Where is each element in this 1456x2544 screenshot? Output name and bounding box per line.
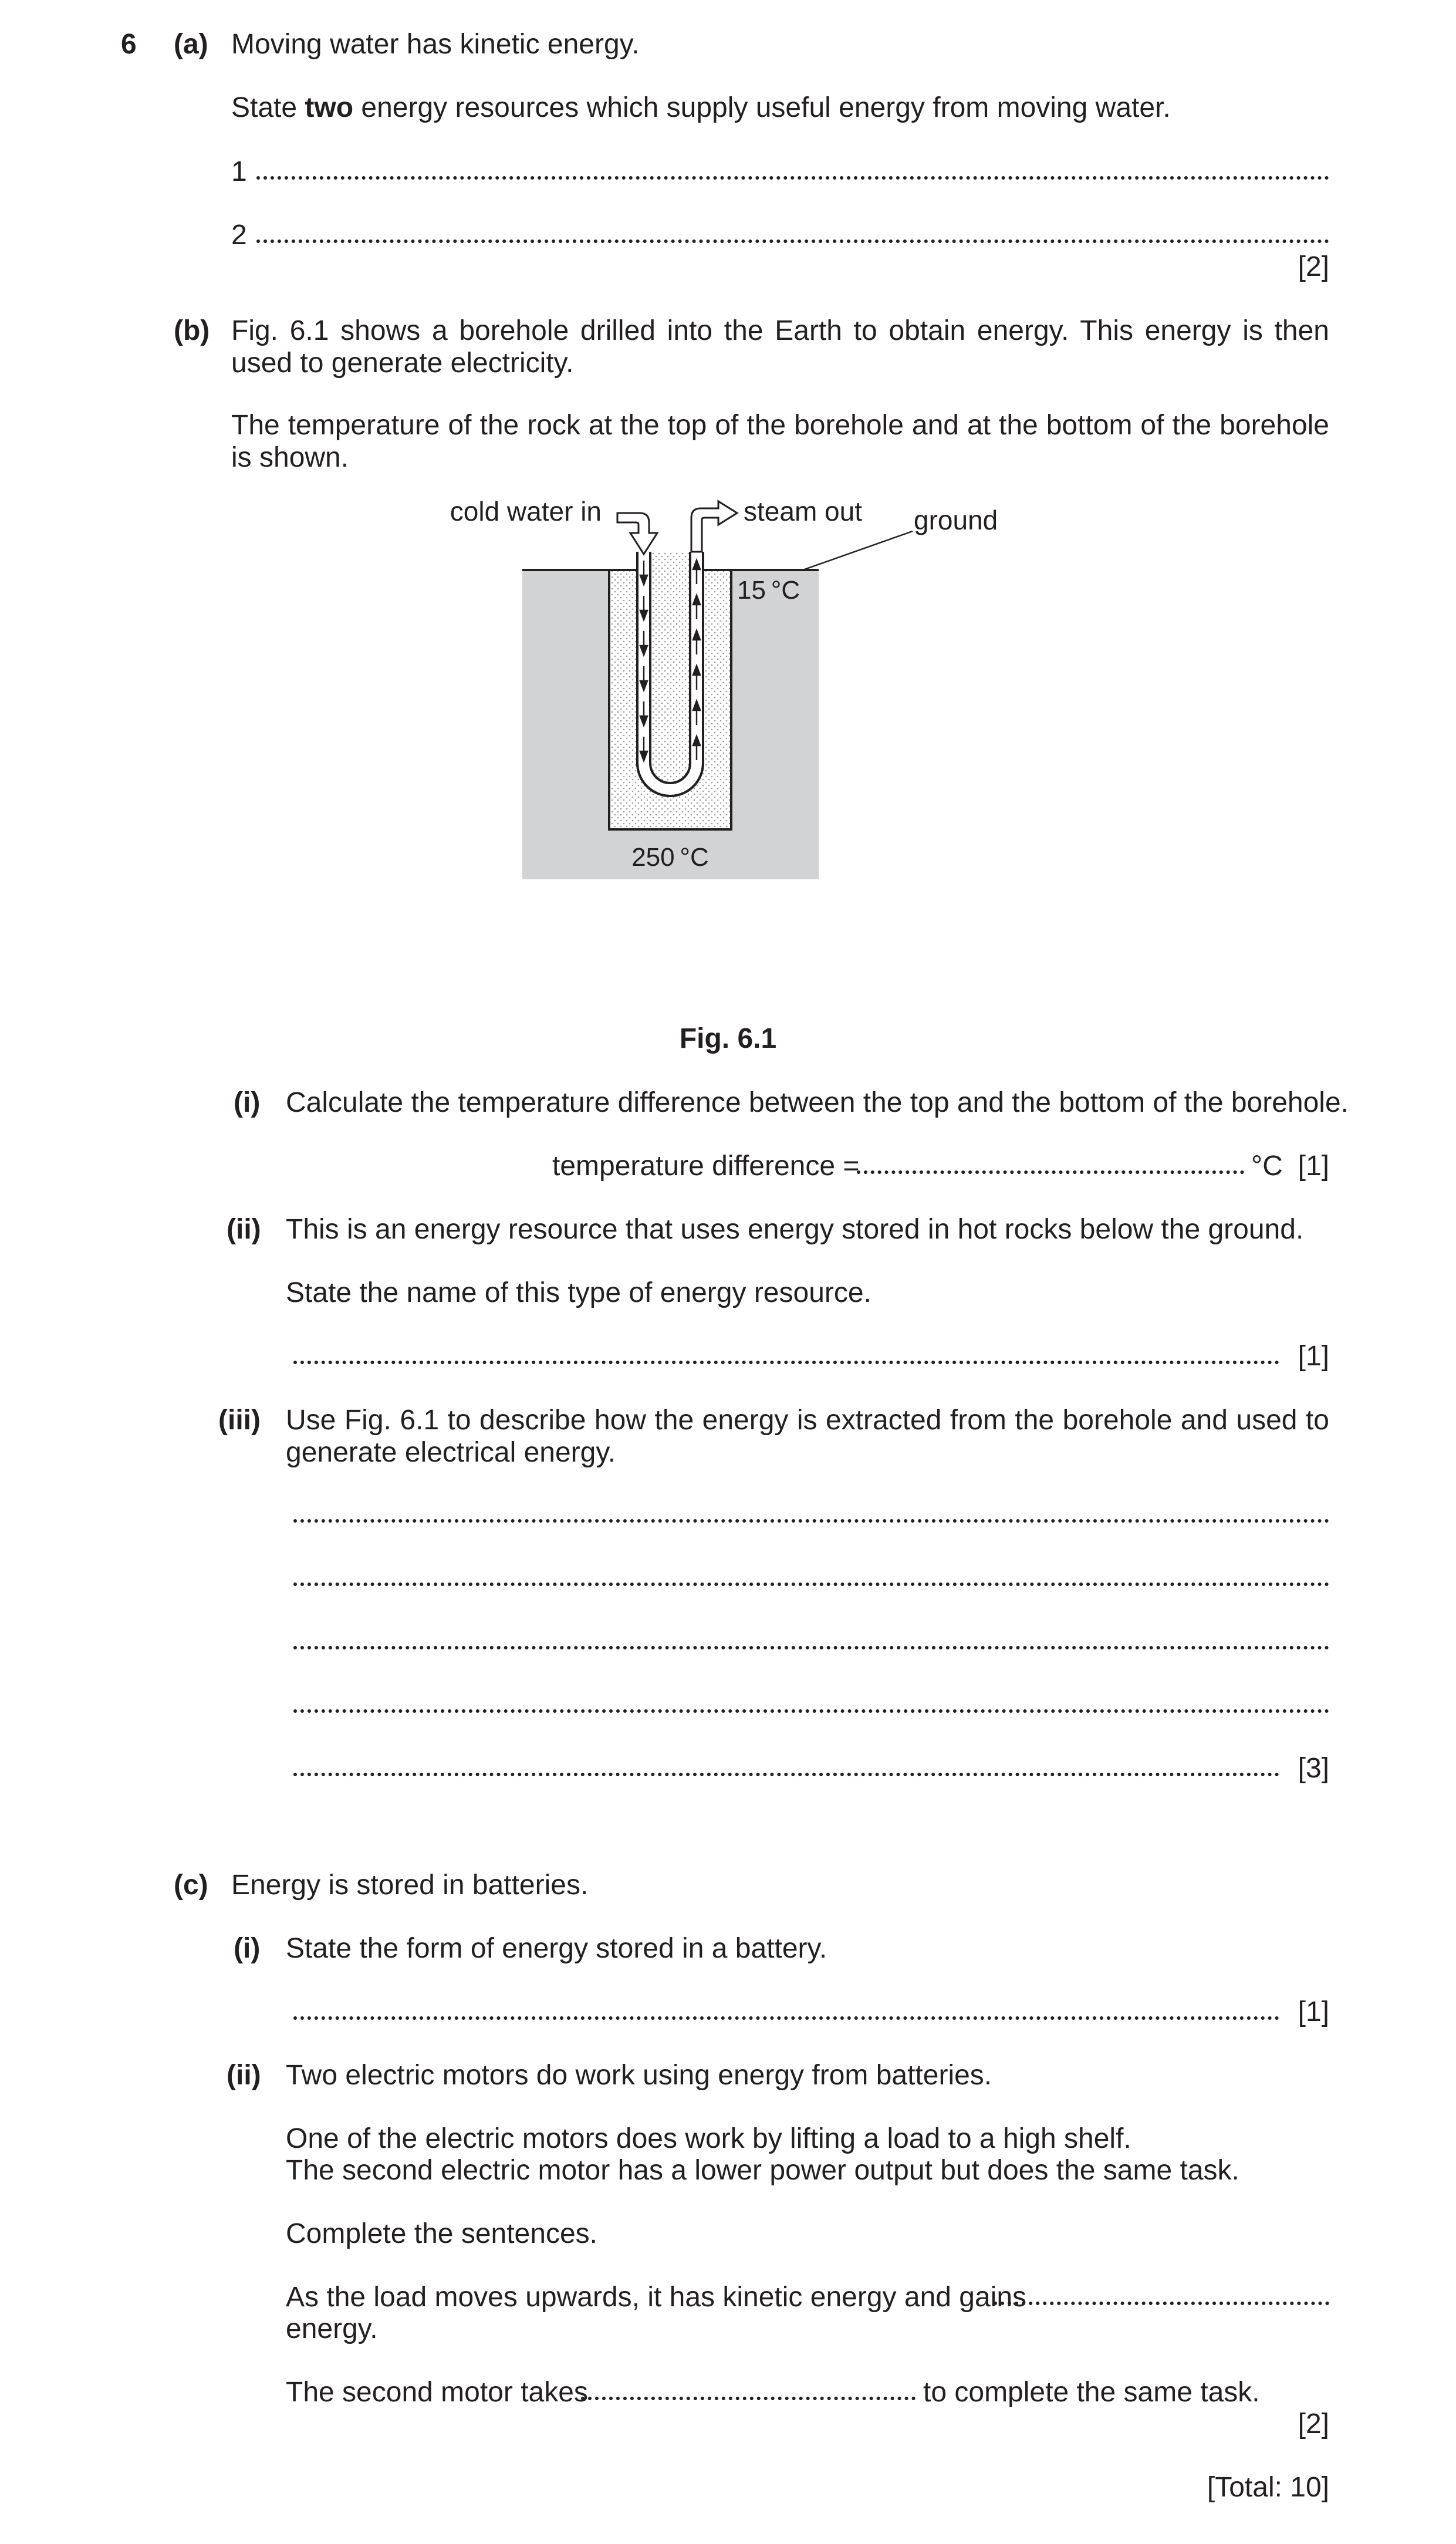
temperature-unit: °C <box>1251 1150 1283 1182</box>
answer-line-b-iii-5[interactable] <box>293 1773 1279 1776</box>
part-a-label: (a) <box>174 29 208 60</box>
ground-leader-line <box>803 531 913 570</box>
label-ground: ground <box>914 505 998 535</box>
part-c-label: (c) <box>174 1870 208 1901</box>
part-c-ii-label: (ii) <box>227 2060 261 2091</box>
total-marks: [Total: 10] <box>1207 2472 1329 2503</box>
bold-two: two <box>305 92 354 123</box>
part-c-i-label: (i) <box>234 1933 261 1964</box>
part-b-i-label: (i) <box>234 1087 261 1118</box>
part-c-ii-text2: One of the electric motors does work by lifting a load to a high shelf. <box>286 2123 1131 2154</box>
answer-line-number-2: 2 <box>231 220 247 251</box>
answer-line-a1[interactable] <box>256 176 1329 180</box>
temperature-difference-label: temperature difference = <box>552 1150 860 1182</box>
u-tube-inner <box>650 552 690 783</box>
steam-out-arrow-icon <box>691 501 737 552</box>
label-temp-top: 15 °C <box>737 576 800 605</box>
part-b-intro: Fig. 6.1 shows a borehole drilled into the Earth to obtain energy. This energy is then used to generate electricity. <box>231 315 1329 379</box>
part-c-intro: Energy is stored in batteries. <box>231 1870 589 1901</box>
answer-line-b-iii-3[interactable] <box>293 1646 1329 1649</box>
part-a-intro: Moving water has kinetic energy. <box>231 29 640 60</box>
marks-b-i: [1] <box>1298 1150 1329 1182</box>
part-b-ii-prompt: State the name of this type of energy resource. <box>286 1277 871 1308</box>
part-b-ii-text: This is an energy resource that uses energy stored in hot rocks below the ground. <box>286 1214 1304 1245</box>
answer-line-a2[interactable] <box>256 239 1329 243</box>
cold-water-arrow-icon <box>617 513 657 554</box>
answer-line-number-1: 1 <box>231 156 247 187</box>
marks-b-iii: [3] <box>1298 1753 1329 1784</box>
part-b-label: (b) <box>174 315 210 346</box>
part-b-iii-label: (iii) <box>218 1405 261 1436</box>
part-c-ii-text4: Complete the sentences. <box>286 2218 597 2249</box>
part-b-ii-label: (ii) <box>227 1214 261 1245</box>
borehole-diagram <box>411 481 1056 1010</box>
sentence-2-end: to complete the same task. <box>923 2377 1260 2408</box>
answer-line-b-iii-1[interactable] <box>293 1519 1329 1523</box>
part-b-i-text: Calculate the temperature difference between the top and the bottom of the borehole. <box>286 1087 1349 1118</box>
answer-line-b-ii[interactable] <box>293 1361 1279 1364</box>
figure-caption: Fig. 6.1 <box>679 1023 777 1054</box>
sentence-1-start: As the load moves upwards, it has kinetic energy and gains <box>286 2282 1027 2313</box>
part-c-ii-text1: Two electric motors do work using energy from batteries. <box>286 2060 992 2091</box>
part-b-temperature-text: The temperature of the rock at the top of the borehole and at the bottom of the borehole is shown. <box>231 410 1329 474</box>
label-temp-bottom: 250 °C <box>631 843 709 872</box>
sentence-2-answer-line[interactable] <box>581 2397 916 2400</box>
part-b-iii-text: Use Fig. 6.1 to describe how the energy is extracted from the borehole and used to generate electrical energy. <box>286 1405 1329 1469</box>
answer-line-b-iii-2[interactable] <box>293 1583 1329 1586</box>
part-c-ii-text3: The second electric motor has a lower power output but does the same task. <box>286 2155 1239 2186</box>
answer-line-b-iii-4[interactable] <box>293 1709 1329 1713</box>
sentence-2-start: The second motor takes <box>286 2377 588 2408</box>
answer-line-c-i[interactable] <box>293 2016 1279 2020</box>
marks-c-ii: [2] <box>1298 2408 1329 2440</box>
marks-b-ii: [1] <box>1298 1341 1329 1372</box>
temperature-difference-answer-line[interactable] <box>857 1170 1244 1174</box>
question-number: 6 <box>121 29 137 60</box>
label-cold-water: cold water in <box>450 496 602 527</box>
marks-c-i: [1] <box>1298 1996 1329 2027</box>
label-steam-out: steam out <box>744 496 862 527</box>
part-a-prompt: State two energy resources which supply useful energy from moving water. <box>231 92 1171 123</box>
sentence-1-end: energy. <box>286 2313 378 2344</box>
marks-a: [2] <box>1298 251 1329 282</box>
sentence-1-answer-line[interactable] <box>994 2302 1329 2305</box>
part-c-i-text: State the form of energy stored in a battery. <box>286 1933 827 1964</box>
